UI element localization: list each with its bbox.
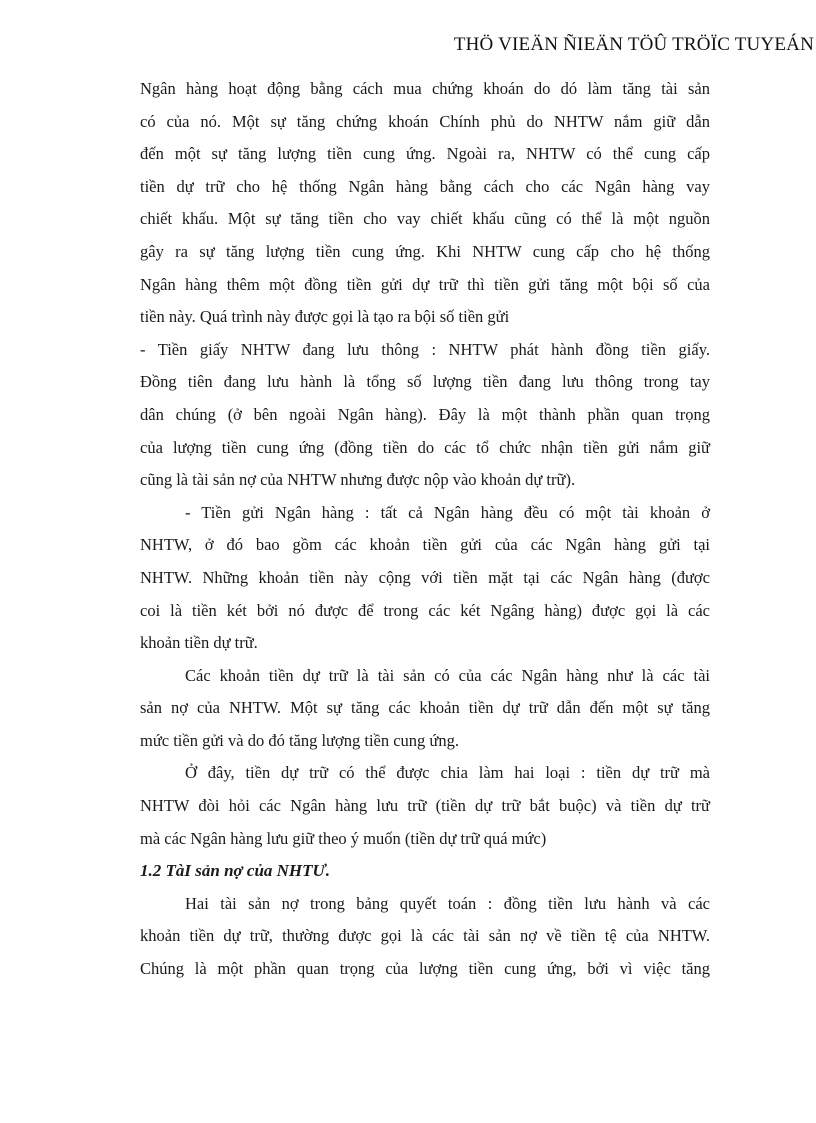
section-heading: 1.2 TàI sản nợ của NHTƯ.: [140, 861, 330, 881]
text-line: Ngân hàng thêm một đồng tiền gửi dự trữ thì tiền gửi tăng một bội số của: [140, 274, 710, 294]
text-line: cũng là tài sản nợ của NHTW nhưng được nộp vào khoản dự trữ).: [140, 470, 576, 490]
text-line: khoản tiền dự trữ.: [140, 633, 258, 653]
text-line: sản nợ của NHTW. Một sự tăng các khoản tiền dự trữ dẫn đến một sự tăng: [140, 698, 710, 718]
text-line: tiền dự trữ cho hệ thống Ngân hàng bằng cách cho các Ngân hàng vay: [140, 176, 710, 196]
text-line: khoản tiền dự trữ, thường được gọi là các tài sản nợ về tiền tệ của NHTW.: [140, 926, 710, 946]
text-line: có của nó. Một sự tăng chứng khoán Chính phủ do NHTW nắm giữ dẫn: [140, 111, 710, 131]
text-line: Ở đây, tiền dự trữ có thể được chia làm hai loại : tiền dự trữ mà: [185, 763, 710, 783]
text-line: của lượng tiền cung ứng (đồng tiền do các tổ chức nhận tiền gửi nắm giữ: [140, 437, 710, 457]
text-line: đến một sự tăng lượng tiền cung ứng. Ngoài ra, NHTW có thể cung cấp: [140, 144, 710, 164]
text-line: NHTW, ở đó bao gồm các khoản tiền gửi của các Ngân hàng gửi tại: [140, 535, 710, 555]
text-line: tiền này. Quá trình này được gọi là tạo ra bội số tiền gửi: [140, 307, 510, 327]
page-header: THÖ VIEÄN ÑIEÄN TÖÛ TRÖÏC TUYEÁN: [453, 34, 814, 55]
text-line: chiết khấu. Một sự tăng tiền cho vay chiết khấu cũng có thể là một nguồn: [140, 209, 710, 229]
text-line: Ngân hàng hoạt động bằng cách mua chứng khoán do dó làm tăng tài sản: [140, 79, 710, 98]
text-line: mà các Ngân hàng lưu giữ theo ý muốn (tiền dự trữ quá mức): [140, 828, 547, 848]
document-body: [140, 73, 710, 986]
text-line: Hai tài sản nợ trong bảng quyết toán : đồng tiền lưu hành và các: [185, 893, 710, 913]
text-line: coi là tiền két bởi nó được để trong các két Ngâng hàng) được gọi là các: [140, 600, 710, 620]
text-line: Các khoản tiền dự trữ là tài sản có của các Ngân hàng như là các tài: [185, 665, 710, 685]
text-line: gây ra sự tăng lượng tiền cung ứng. Khi NHTW cung cấp cho hệ thống: [140, 241, 710, 261]
text-line: - Tiền giấy NHTW đang lưu thông : NHTW phát hành đồng tiền giấy.: [140, 339, 710, 359]
text-line: - Tiền gửi Ngân hàng : tất cả Ngân hàng đều có một tài khoản ở: [185, 502, 710, 522]
text-line: NHTW đòi hỏi các Ngân hàng lưu trữ (tiền dự trữ bắt buộc) và tiền dự trữ: [140, 796, 710, 816]
text-line: mức tiền gửi và do đó tăng lượng tiền cung ứng.: [140, 730, 459, 750]
text-line: NHTW. Những khoản tiền này cộng với tiền mặt tại các Ngân hàng (được: [140, 567, 710, 587]
text-line: dân chúng (ở bên ngoài Ngân hàng). Đây là một thành phần quan trọng: [140, 404, 710, 424]
text-line: Chúng là một phần quan trọng của lượng tiền cung ứng, bởi vì việc tăng: [140, 959, 710, 979]
text-line: Đồng tiên đang lưu hành là tổng số lượng tiền đang lưu thông trong tay: [140, 372, 710, 392]
